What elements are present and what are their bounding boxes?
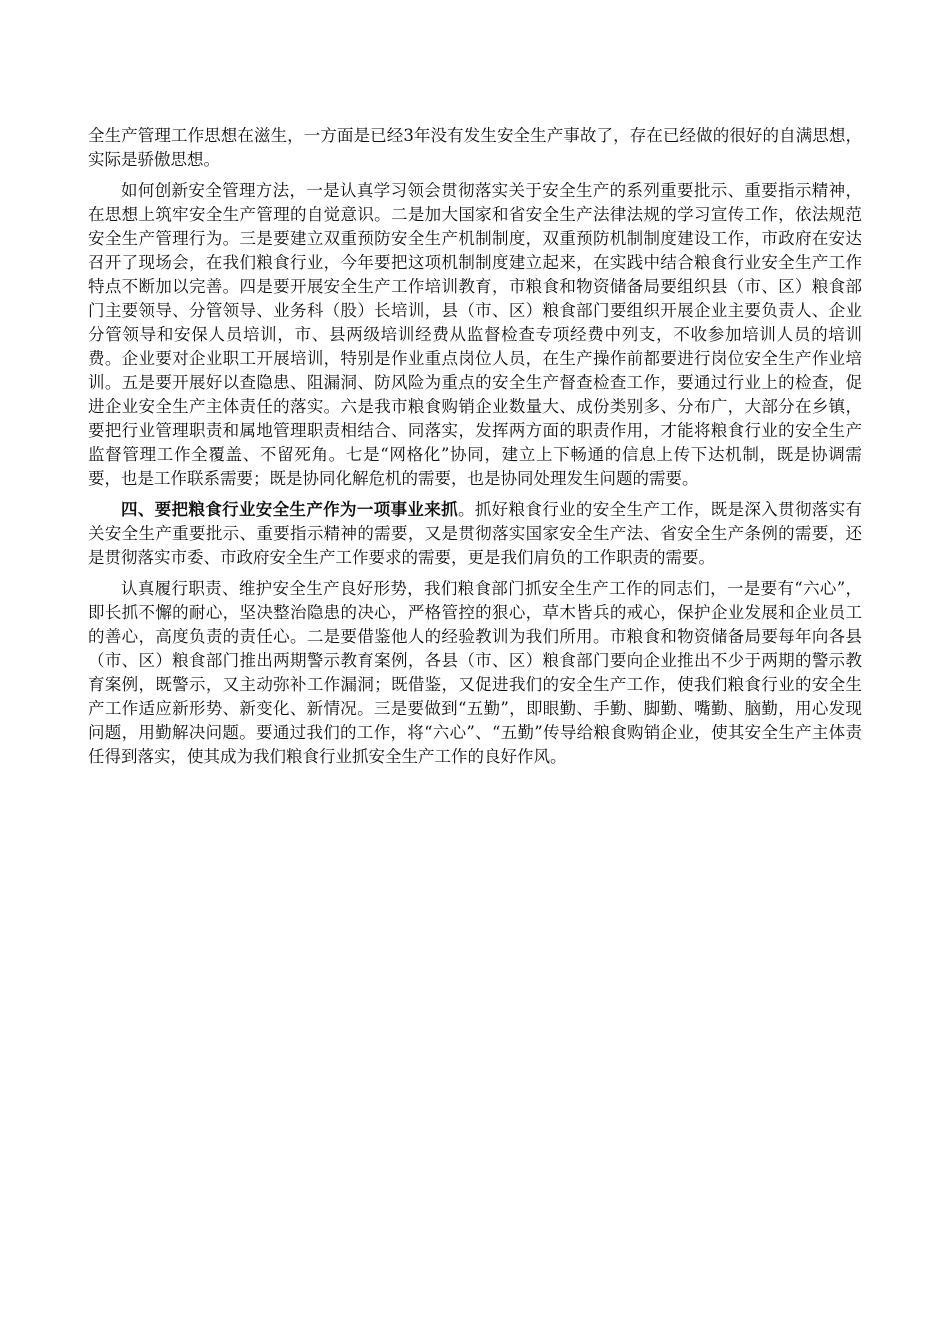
paragraph-3: [88, 498, 862, 570]
paragraph-1-text: 全生产管理工作思想在滋生，一方面是已经3年没有发生安全生产事故了，存在已经做的很好的自满思想，实际是骄傲思想。: [88, 126, 862, 169]
paragraph-4: [88, 577, 862, 769]
paragraph-3-text: 。抓好粮食行业的安全生产工作，既是深入贯彻落实有关安全生产重要批示、重要指示精神的需要，又是贯彻落实国家安全生产法、省安全生产条例的需要，还是贯彻落实市委、市政府安全生产工作要求的需要，更是我们肩负的工作职责的需要。: [88, 500, 863, 567]
section-heading: 四、要把粮食行业安全生产作为一项事业来抓: [121, 500, 458, 519]
paragraph-4-text: 认真履行职责、维护安全生产良好形势，我们粮食部门抓安全生产工作的同志们，一是要有“六心”，即长抓不懈的耐心，坚决整治隐患的决心，严格管控的狠心，草木皆兵的戒心，保护企业发展和企业员工的善心，高度负责的责任心。二是要借鉴他人的经验教训为我们所用。市粮食和物资储备局要每年向各县（市、区）粮食部门推出两期警示教育案例，各县（市、区）粮食部门要向企业推出不少于两期的警示教育案例，既警示，又主动弥补工作漏洞；既借鉴，又促进我们的安全生产工作，使我们粮食行业的安全生产工作适应新形势、新变化、新情况。三是要做到“五勤”，即眼勤、手勤、脚勤、嘴勤、脑勤，用心发现问题，用勤解决问题。要通过我们的工作，将“六心”、“五勤”传导给粮食购销企业，使其安全生产主体责任得到落实，使其成为我们粮食行业抓安全生产工作的良好作风。: [88, 579, 862, 766]
paragraph-2: [88, 179, 862, 491]
paragraph-1: [88, 124, 862, 172]
document-body: [88, 124, 862, 776]
paragraph-2-text: 如何创新安全管理方法，一是认真学习领会贯彻落实关于安全生产的系列重要批示、重要指示精神，在思想上筑牢安全生产管理的自觉意识。二是加大国家和省安全生产法律法规的学习宣传工作，依法规范安全生产管理行为。三是要建立双重预防安全生产机制制度，双重预防机制制度建设工作，市政府在安达召开了现场会，在我们粮食行业，今年要把这项机制制度建立起来，在实践中结合粮食行业安全生产工作特点不断加以完善。四是要开展安全生产工作培训教育，市粮食和物资储备局要组织县（市、区）粮食部门主要领导、分管领导、业务科（股）长培训，县（市、区）粮食部门要组织开展企业主要负责人、企业分管领导和安保人员培训，市、县两级培训经费从监督检查专项经费中列支，不收参加培训人员的培训费。企业要对企业职工开展培训，特别是作业重点岗位人员，在生产操作前都要进行岗位安全生产作业培训。五是要开展好以查隐患、阻漏洞、防风险为重点的安全生产督查检查工作，要通过行业上的检查，促进企业安全生产主体责任的落实。六是我市粮食购销企业数量大、成份类别多、分布广，大部分在乡镇，要把行业管理职责和属地管理职责相结合、同落实，发挥两方面的职责作用，才能将粮食行业的安全生产监督管理工作全覆盖、不留死角。七是“网格化”协同，建立上下畅通的信息上传下达机制，既是协调需要，也是工作联系需要；既是协同化解危机的需要，也是协同处理发生问题的需要。: [88, 181, 862, 488]
